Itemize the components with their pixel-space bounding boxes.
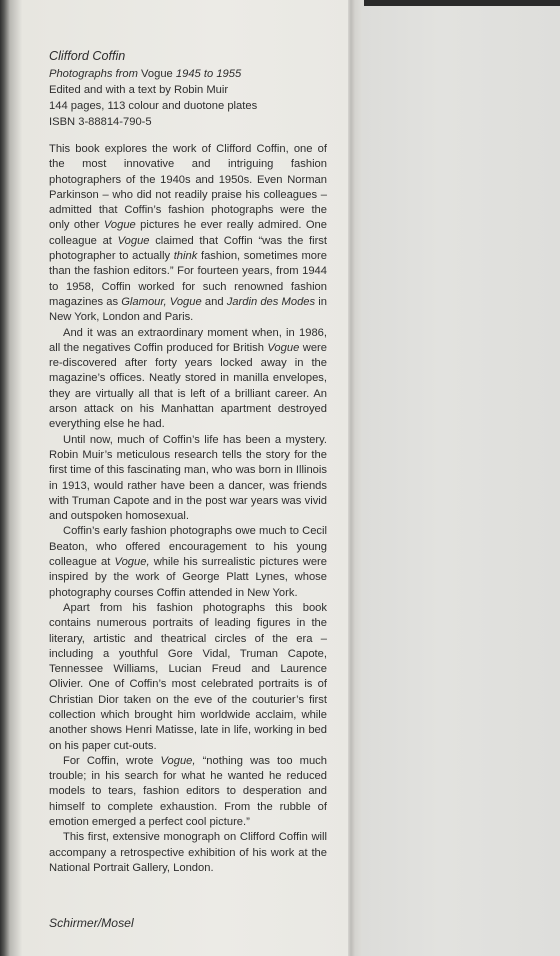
italic-run: Glamour, Vogue: [121, 295, 202, 308]
italic-run: Vogue: [103, 219, 136, 232]
blurb-paragraph: [49, 524, 327, 600]
italic-run: Vogue,: [160, 754, 196, 767]
book-spine-shadow: [0, 0, 22, 956]
text-run: This book explores the work of Clifford Coffin, one of the most innovative and intriguing fashion photographers of the 1940s and 1950s. Even Norman Parkinson – who did not readily praise his colleagues – admitted that Coffin’s fashion photographs were the only other: [49, 143, 327, 232]
subtitle-prefix: Photographs from: [49, 68, 142, 80]
book-subtitle: [49, 66, 327, 83]
blurb-paragraph: [49, 326, 327, 433]
text-run: For Coffin, wrote: [63, 754, 161, 767]
subtitle-vogue: Vogue: [141, 68, 173, 80]
text-run: Until now, much of Coffin’s life has been a mystery. Robin Muir’s meticulous research tells the story for the first time of this fascinating man, who was born in Illinois in 1913, would rather have been a dancer, was friends with Truman Capote and in the post war years was vivid and outspoken homosexual.: [49, 433, 327, 523]
text-run: fashion, sometimes more than the fashion editors.” For fourteen years, from 1944 to 1958, Coffin worked for such renowned fashion magazines as: [49, 250, 327, 308]
text-run: claimed that Coffin “was the first photographer to actually: [49, 234, 327, 263]
text-run: pictures he ever really admired. One colleague at: [49, 219, 327, 247]
publisher-name: Schirmer/Mosel: [49, 916, 134, 930]
page-fold: [348, 0, 362, 956]
italic-run: Vogue: [117, 234, 150, 247]
text-run: in New York, London and Paris.: [49, 295, 327, 324]
text-run: This first, extensive monograph on Clifford Coffin will accompany a retrospective exhibition of his work at the National Portrait Gallery, London.: [49, 831, 327, 874]
blurb-text: [49, 142, 327, 876]
italic-run: Vogue: [267, 341, 300, 354]
text-run: Coffin’s early fashion photographs owe much to Cecil Beaton, who offered encouragement to his young colleague at: [49, 525, 327, 569]
blurb-paragraph: [49, 601, 327, 754]
blurb-paragraph: [49, 754, 327, 830]
text-run: were re-discovered after forty years locked away in the magazine’s offices. Neatly stored in manilla envelopes, they are virtually all that is left of a brilliant career. An arson attack on his Manhattan apartment destroyed everything else he had.: [49, 341, 327, 431]
blank-endpaper: [362, 0, 560, 956]
text-run: while his surrealistic pictures were inspired by the work of George Platt Lynes, whose photography courses Coffin attended in New York.: [49, 556, 327, 599]
italic-run: Jardin des Modes: [226, 295, 316, 308]
isbn: ISBN 3-88814-790-5: [49, 116, 152, 128]
text-run: And it was an extraordinary moment when, in 1986, all the negatives Coffin produced for British: [49, 326, 327, 354]
text-run: “nothing was too much trouble; in his search for what he wanted he reduced models to tears, fashion editors to desperation and himself to complete exhaustion. From the rubble of emotion emerged a perfect cool picture.”: [49, 754, 327, 829]
text-run: and: [201, 295, 227, 308]
page-count: 144 pages, 113 colour and duotone plates: [49, 100, 258, 112]
subtitle-years: 1945 to 1955: [172, 68, 242, 80]
italic-run: Vogue,: [114, 556, 150, 569]
text-run: Apart from his fashion photographs this book contains numerous portraits of leading figures in the literary, artistic and theatrical circles of the era – including a youthful Gore Vidal, Truman Capote, Tennessee Williams, Lucian Freud and Laurence Olivier. One of Coffin’s most celebrated portraits is of Christian Dior taken on the eve of the couturier’s first collection which brought him worldwide acclaim, while another shows Henri Matisse, late in life, working in bed on his paper cut-outs.: [49, 601, 327, 752]
blurb-paragraph: [49, 433, 327, 525]
author-name: Clifford Coffin: [49, 49, 126, 63]
cover-edge: [364, 0, 560, 6]
blurb-paragraph: [49, 142, 327, 326]
blurb-paragraph: [49, 830, 327, 876]
editor-line: Edited and with a text by Robin Muir: [49, 84, 229, 96]
italic-run: think: [173, 250, 198, 263]
